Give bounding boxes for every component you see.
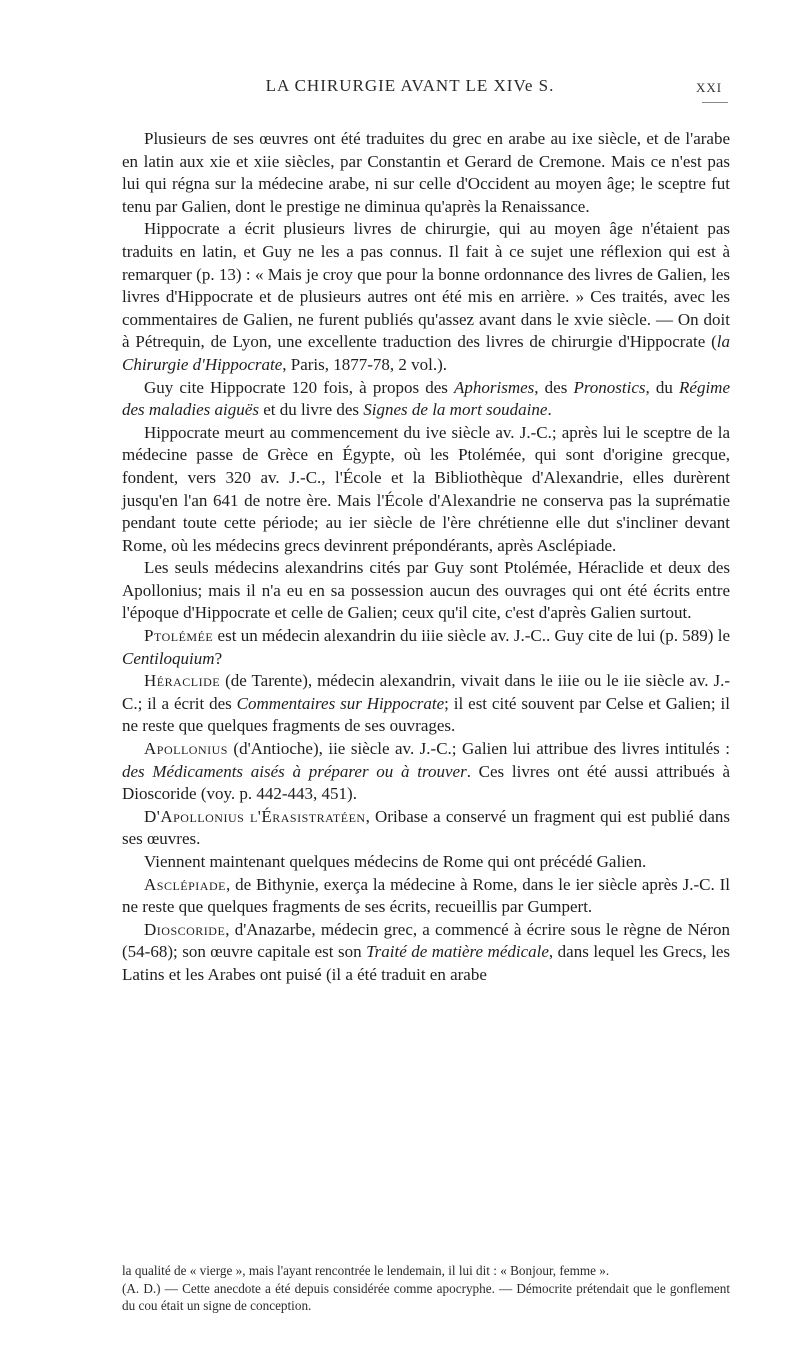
paragraph: Ptolémée est un médecin alexandrin du iiie siècle av. J.-C.. Guy cite de lui (p. 589) le Centiloquium? — [122, 626, 730, 668]
paragraph: D'Apollonius l'Érasistratéen, Oribase a conservé un fragment qui est publié dans ses œuvres. — [122, 806, 730, 849]
paragraph: Guy cite Hippocrate 120 fois, à propos des Aphorismes, des Pronostics, du Régime des maladies aiguës et du livre des Signes de la mort soudaine. — [122, 377, 730, 420]
main-text — [122, 128, 730, 987]
book-title: Signes de la mort soudaine — [363, 400, 548, 420]
paragraph: Hippocrate a écrit plusieurs livres de chirurgie, qui au moyen âge n'étaient pas traduits en latin, et Guy ne les a pas connus. Il fait à ce sujet une réflexion qui est à remarquer (p. 13) : « Mais je croy que pour la bonne ordonnance des livres de Galien, les livres d'Hippocrate et de plusieurs autres ont été mis en arrière. » Ces traités, avec les commentaires de Galien, ne furent publiés qu'assez avant dans le xvie siècle. — On doit à Pétrequin, de Lyon, une excellente traduction des livres de chirurgie d'Hippocrate (la Chirurgie d'Hippocrate, Paris, 1877-78, 2 vol.). — [122, 219, 730, 374]
paragraph: Les seuls médecins alexandrins cités par Guy sont Ptolémée, Héraclide et deux des Apollonius; mais il n'a eu en sa possession aucun des ouvrages qui ont été écrits entre l'époque d'Hippocrate et celle de Galien; ceux qu'il cite, c'est d'après Galien surtout. — [122, 558, 730, 623]
page-number: XXI — [696, 80, 723, 95]
paragraph: Dioscoride, d'Anazarbe, médecin grec, a commencé à écrire sous le règne de Néron (54-68); son œuvre capitale est son Traité de matière médicale, dans lequel les Grecs, les Latins et les Arabes ont puisé (il a été traduit en arabe — [122, 919, 730, 984]
book-title: Centiloquium — [122, 648, 215, 668]
book-title: Pronostics — [573, 377, 646, 397]
header-rule — [702, 102, 728, 103]
paragraph: Plusieurs de ses œuvres ont été traduites du grec en arabe au ixe siècle, et de l'arabe en latin aux xie et xiie siècles, par Constantin et Gerard de Cremone. Mais ce n'est pas lui qui régna sur la médecine arabe, ni sur celle d'Occident au moyen âge; le sceptre fut tenu par Galien, dont le prestige ne diminua qu'après la Renaissance. — [122, 129, 730, 216]
paragraph: Héraclide (de Tarente), médecin alexandrin, vivait dans le iiie ou le iie siècle av. J.-C.; il a écrit des Commentaires sur Hippocrate; il est cité souvent par Celse et Galien; il ne reste que quelques fragments de ses ouvrages. — [122, 671, 730, 736]
paragraph: Hippocrate meurt au commencement du ive siècle av. J.-C.; après lui le sceptre de la médecine passe de Grèce en Égypte, où les Ptolémée, qui sont d'origine grecque, fondent, vers 320 av. J.-C., l'École et la Bibliothèque d'Alexandrie, elles durèrent jusqu'en l'an 641 de notre ère. Mais l'École d'Alexandrie ne conserva pas la suprématie pendant toute cette période; au ier siècle de l'ère chrétienne elle dut s'incliner devant Rome, où les médecins grecs devinrent prépondérants, après Asclépiade. — [122, 422, 730, 555]
book-title: des Médicaments aisés à préparer ou à trouver — [122, 761, 467, 781]
footnote — [122, 1262, 730, 1315]
footnote-line: (A. D.) — Cette anecdote a été depuis considérée comme apocryphe. — Démocrite prétendait que le gonflement du cou était un signe de conception. — [122, 1280, 730, 1314]
book-title: la Chirurgie d'Hippocrate — [122, 332, 730, 374]
entry-name: Asclépiade — [144, 874, 226, 894]
book-title: Aphorismes — [454, 377, 535, 397]
entry-name: Dioscoride — [144, 919, 226, 939]
book-title: Commentaires sur Hippocrate — [236, 693, 445, 713]
paragraph: Viennent maintenant quelques médecins de Rome qui ont précédé Galien. — [144, 852, 647, 871]
paragraph: Apollonius (d'Antioche), iie siècle av. J.-C.; Galien lui attribue des livres intitulés : des Médicaments aisés à préparer ou à trouver. Ces livres ont été aussi attribués à Dioscoride (voy. p. 442-443, 451). — [122, 739, 730, 804]
book-title: Traité de matière médicale — [366, 942, 549, 962]
book-title: Régime des maladies aiguës — [122, 377, 730, 420]
entry-name: Apollonius — [144, 739, 228, 759]
paragraph: Asclépiade, de Bithynie, exerça la médecine à Rome, dans le ier siècle après J.-C. Il ne reste que quelques fragments de ses écrits, recueillis par Gumpert. — [122, 874, 730, 917]
running-title: LA CHIRURGIE AVANT LE XIVe S. — [265, 76, 555, 95]
entry-name: Héraclide — [144, 671, 221, 691]
footnote-line: la qualité de « vierge », mais l'ayant rencontrée le lendemain, il lui dit : « Bonjour, femme ». — [122, 1263, 610, 1278]
entry-name: Ptolémée — [144, 626, 214, 646]
entry-name: D'Apollonius l'Érasistratéen — [144, 806, 366, 826]
